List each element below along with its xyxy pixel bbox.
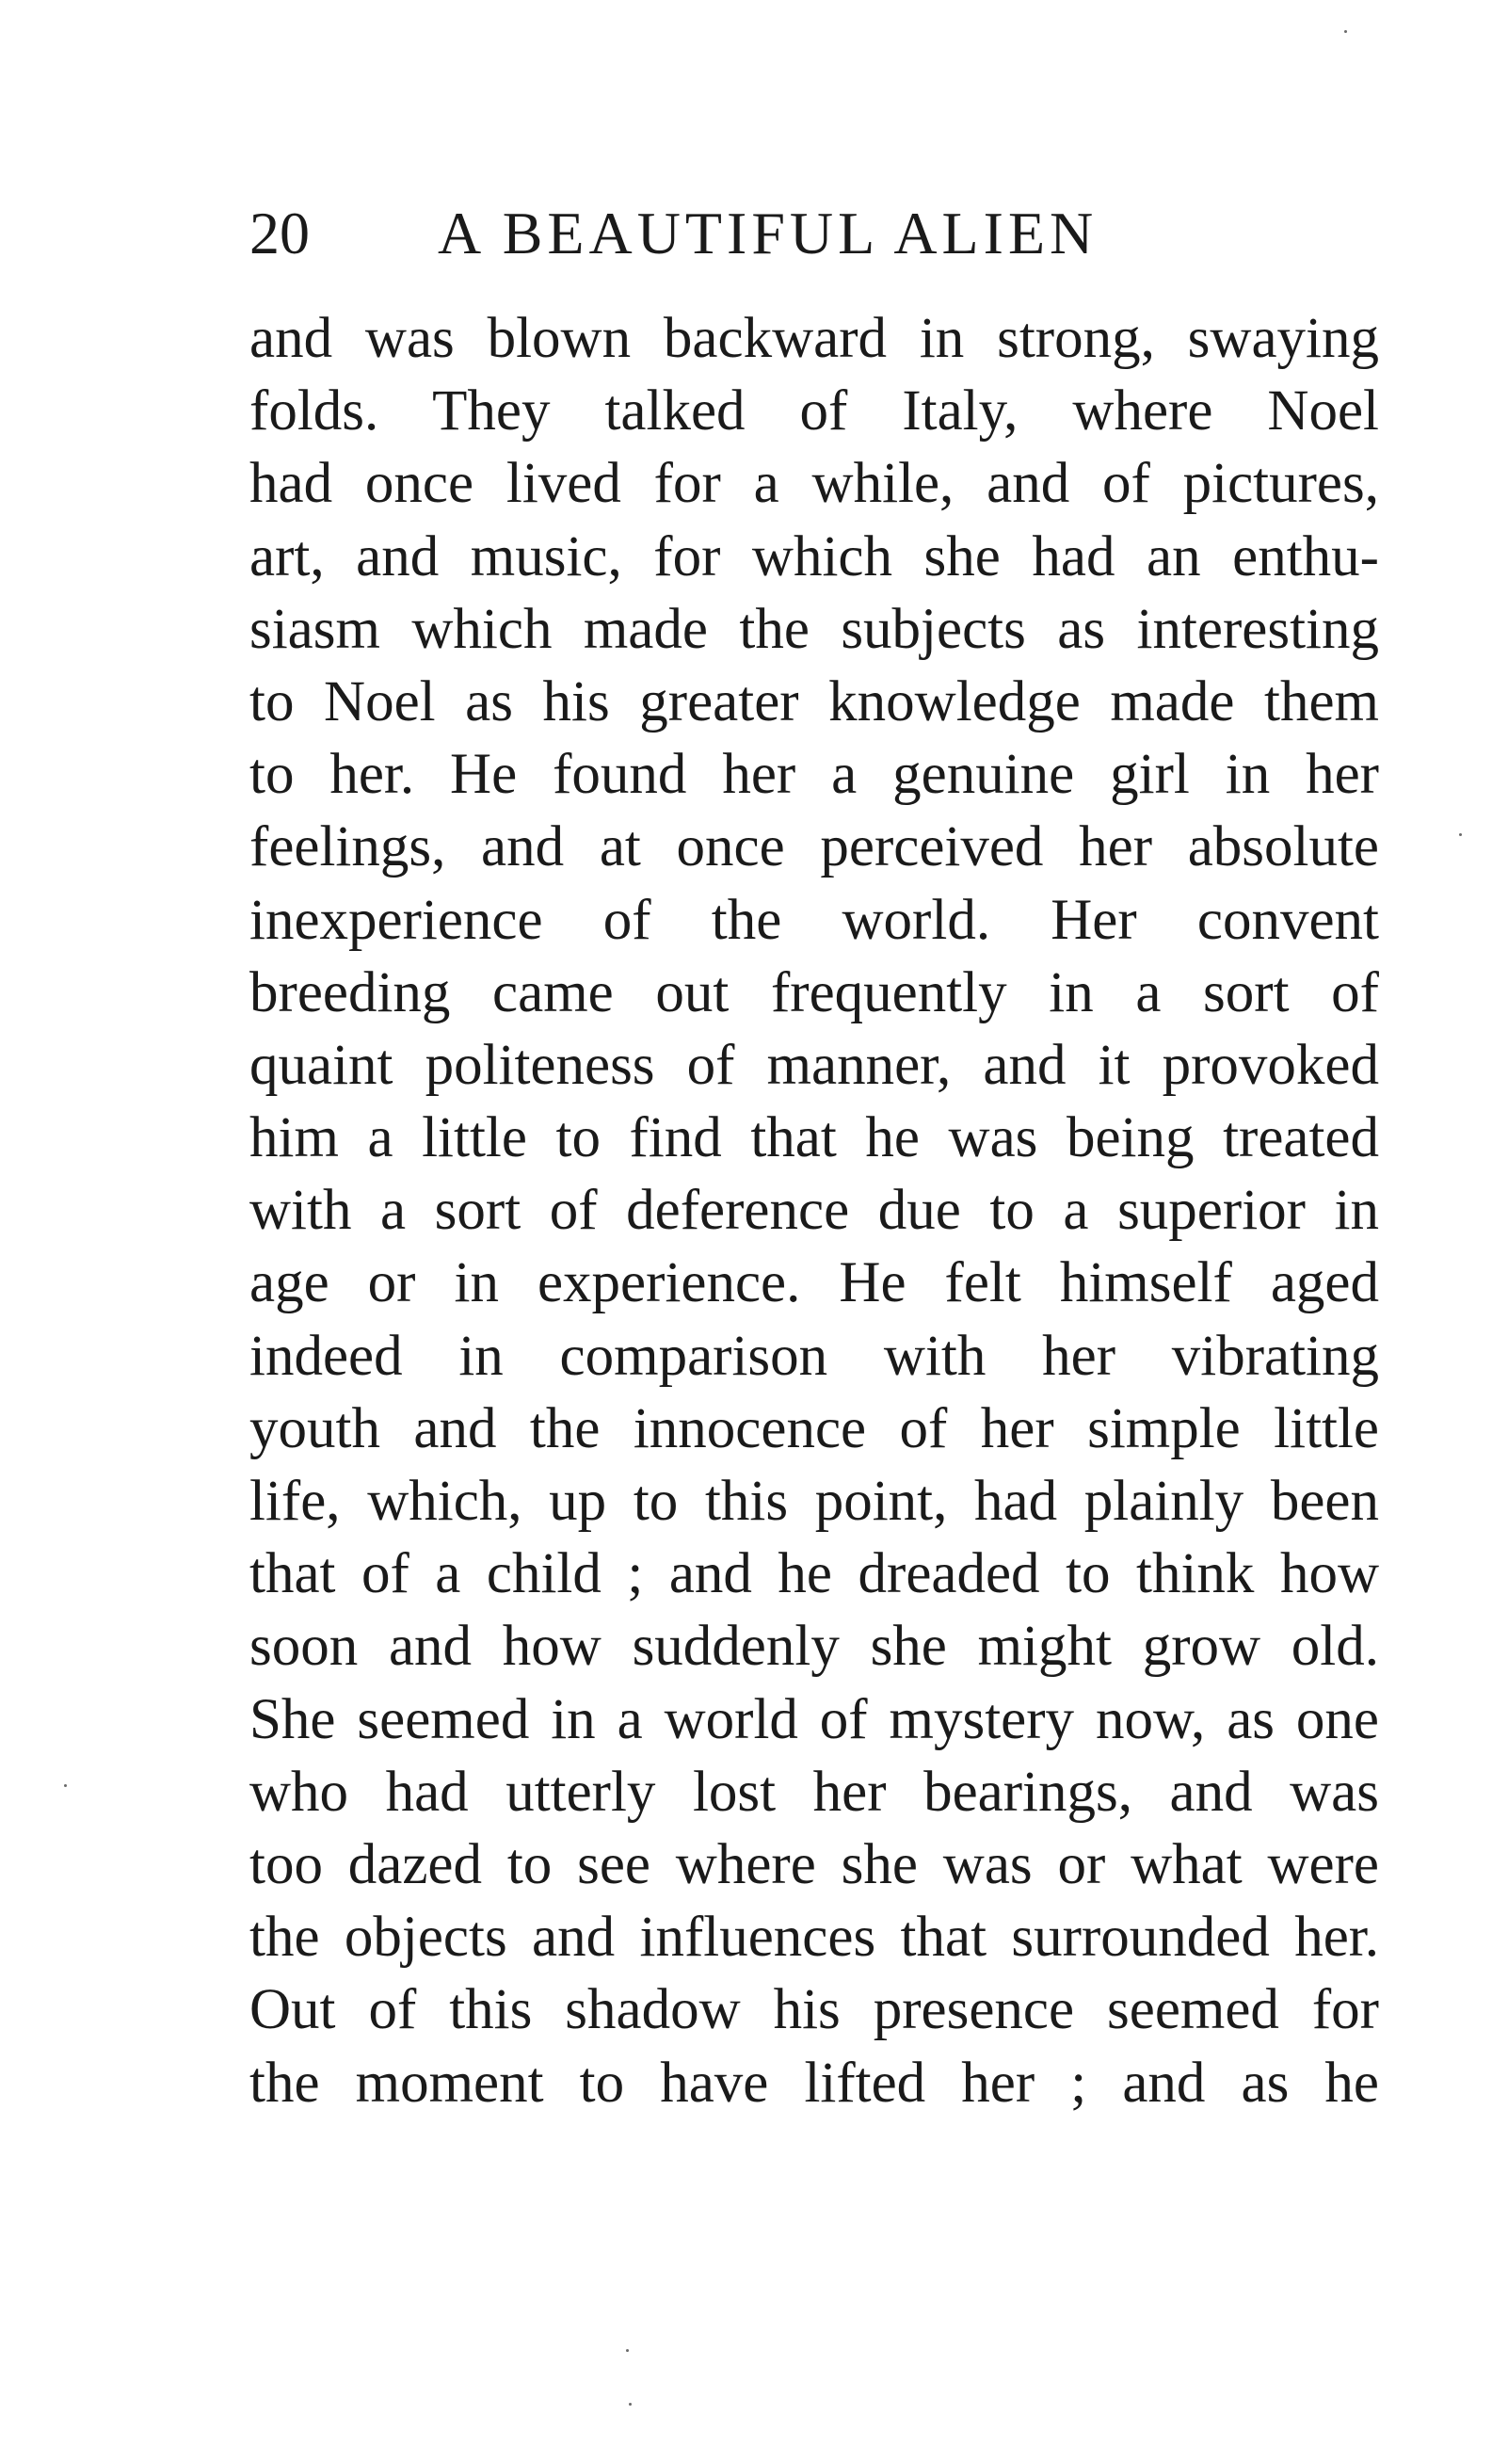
- paper-speck: [626, 2349, 629, 2352]
- text-line: quaint politeness of manner, and it provoked: [249, 1033, 1379, 1097]
- text-line: art, and music, for which she had an enthu-: [249, 524, 1379, 588]
- paper-speck: [1344, 30, 1347, 33]
- text-line: that of a child ; and he dreaded to think how: [249, 1542, 1379, 1606]
- running-title: A BEAUTIFUL ALIEN: [438, 200, 1099, 266]
- text-line: to Noel as his greater knowledge made them: [249, 669, 1379, 733]
- text-line: She seemed in a world of mystery now, as one: [249, 1687, 1379, 1751]
- body-text: [249, 302, 1379, 2119]
- text-line: him a little to find that he was being treated: [249, 1106, 1379, 1170]
- page-number: 20: [249, 200, 310, 266]
- paper-speck: [629, 2403, 632, 2406]
- paper-speck: [1459, 833, 1462, 836]
- text-line: to her. He found her a genuine girl in her: [249, 743, 1379, 807]
- text-line: youth and the innocence of her simple little: [249, 1396, 1379, 1460]
- text-line: Out of this shadow his presence seemed for: [249, 1978, 1379, 2042]
- text-line: life, which, up to this point, had plainly been: [249, 1470, 1379, 1533]
- text-line: and was blown backward in strong, swaying: [249, 307, 1379, 370]
- text-line: with a sort of deference due to a superior in: [249, 1179, 1379, 1243]
- running-head: [249, 196, 1379, 271]
- text-line: feelings, and at once perceived her absolute: [249, 815, 1379, 879]
- text-line: breeding came out frequently in a sort of: [249, 960, 1379, 1024]
- text-line: the moment to have lifted her ; and as he: [249, 2051, 1379, 2115]
- text-line: had once lived for a while, and of pictures,: [249, 452, 1379, 516]
- text-line: indeed in comparison with her vibrating: [249, 1324, 1379, 1388]
- text-line: soon and how suddenly she might grow old.: [249, 1615, 1379, 1679]
- text-line: folds. They talked of Italy, where Noel: [249, 379, 1379, 443]
- text-line: too dazed to see where she was or what were: [249, 1832, 1379, 1896]
- text-line: who had utterly lost her bearings, and was: [249, 1760, 1379, 1824]
- text-line: age or in experience. He felt himself aged: [249, 1251, 1379, 1315]
- text-line: siasm which made the subjects as interesting: [249, 597, 1379, 661]
- paper-speck: [64, 1784, 67, 1787]
- text-line: inexperience of the world. Her convent: [249, 888, 1379, 952]
- text-line: the objects and influences that surrounded her.: [249, 1906, 1379, 1970]
